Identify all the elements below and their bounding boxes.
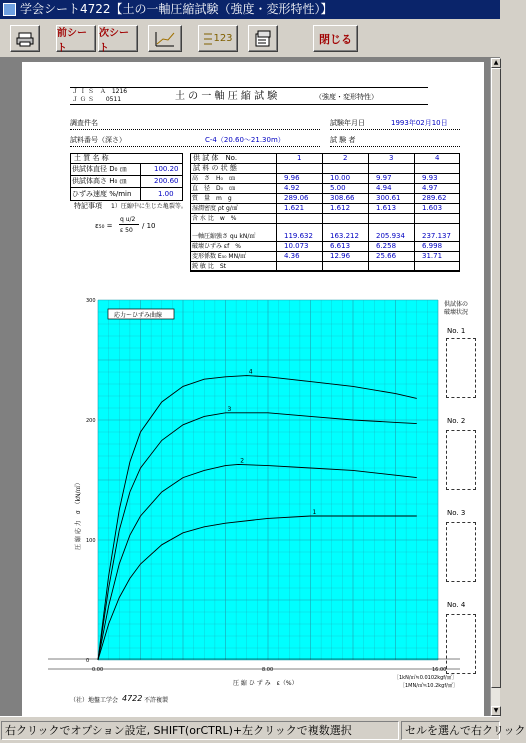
sheet-viewport: [0, 58, 490, 716]
result-row-label: 高 さ H₀ ㎝: [192, 175, 235, 182]
special-label: 特記事項: [74, 202, 102, 210]
series-label: 3: [227, 405, 232, 413]
toolbar: [0, 19, 500, 58]
form-icon: [254, 30, 272, 48]
result-cell: 4.92: [284, 184, 300, 192]
side-no-label: No. 2: [447, 417, 466, 425]
fracture-sketch-box: [446, 430, 476, 490]
close-label: 閉じる: [319, 32, 352, 46]
series-label: 2: [240, 457, 245, 465]
grid-button[interactable]: [198, 25, 238, 52]
line-graph-icon: [154, 30, 176, 48]
window-title: 学会シート4722【土の一軸圧縮試験（強度・変形特性）】: [20, 2, 333, 16]
result-cell: 4.94: [376, 184, 392, 192]
result-row-label: 一軸圧縮強さ qu kN/㎡: [192, 233, 256, 240]
prev-sheet-button[interactable]: [56, 25, 96, 52]
result-cell: 9.96: [284, 174, 300, 182]
result-cell: 10.073: [284, 242, 309, 250]
result-cell: 6.613: [330, 242, 351, 250]
result-cell: 1.603: [422, 204, 443, 212]
test-date-value: 1993年02月10日: [391, 119, 448, 127]
x-tick-label: 8.00: [262, 667, 274, 673]
prop-value: 200.60: [154, 177, 179, 185]
sheet-subtitle: （強度・変形特性）: [315, 93, 378, 101]
result-cell: 237.137: [422, 232, 451, 240]
col-number: 2: [343, 154, 348, 162]
result-row-label: 直 径 D₀ ㎝: [192, 185, 236, 192]
formula-denominator: ε 50: [120, 227, 133, 234]
result-cell: 6.258: [376, 242, 397, 250]
footer-suffix: 不許複製: [144, 697, 169, 704]
window-titlebar: [0, 0, 500, 19]
result-cell: 289.62: [422, 194, 447, 202]
scroll-down-icon[interactable]: ▼: [491, 706, 501, 716]
result-cell: 1.612: [330, 204, 351, 212]
tester-line: [330, 146, 460, 147]
result-cell: 6.998: [422, 242, 443, 250]
result-cell: 1.613: [376, 204, 397, 212]
result-cell: 4.97: [422, 184, 438, 192]
next-sheet-button[interactable]: [98, 25, 138, 52]
side-no-label: No. 1: [447, 327, 466, 335]
result-row-label: 含 水 比 w %: [192, 215, 237, 222]
side-header-1: 供試体の: [444, 301, 469, 308]
next-sheet-label: 次シート: [99, 27, 129, 54]
result-cell: 4.36: [284, 252, 300, 260]
y-tick-label: 300: [86, 298, 96, 304]
result-cell: 308.66: [330, 194, 355, 202]
result-cell: 25.66: [376, 252, 397, 260]
result-cell: 31.71: [422, 252, 443, 260]
grid-icon: [203, 32, 213, 46]
result-cell: 1.621: [284, 204, 305, 212]
test-date-line: [330, 129, 460, 130]
result-cell: 10.00: [330, 174, 351, 182]
prop-label: 供試体高さ H₀ ㎝: [72, 177, 127, 185]
prop-label: 供試体直径 D₀ ㎝: [72, 165, 127, 173]
result-cell: 5.00: [330, 184, 346, 192]
x-tick-label: 0.00: [92, 667, 104, 673]
grid-label: 123: [213, 33, 233, 44]
formula-numerator: q u/2: [120, 216, 136, 223]
result-cell: 9.93: [422, 174, 438, 182]
chart-legend-label: 応力ーひずみ曲線: [114, 312, 163, 319]
scroll-up-icon[interactable]: ▲: [491, 58, 501, 68]
y-tick-label: 100: [86, 538, 96, 544]
vertical-scrollbar[interactable]: [490, 58, 500, 716]
prop-label: ひずみ速度 %/min: [72, 190, 132, 198]
col-specimen-label: 供 試 体 No.: [193, 154, 238, 162]
sheet-title: 土 の 一 軸 圧 縮 試 験: [175, 91, 278, 102]
jis-line-1: Ｊ Ｉ Ｓ Ａ 1216: [72, 88, 128, 95]
tester-label: 試 験 者: [330, 136, 356, 144]
result-cell: 205.934: [376, 232, 405, 240]
formula-lhs: ε₅₀ =: [95, 222, 113, 230]
col-number: 3: [389, 154, 394, 162]
report-sheet: [22, 62, 484, 716]
survey-name-label: 調査件名: [70, 119, 98, 127]
col-state-label: 試 料 の 状 態: [193, 164, 237, 172]
result-cell: 289.06: [284, 194, 309, 202]
stress-strain-chart: [22, 292, 484, 712]
form-button[interactable]: [248, 25, 278, 52]
fracture-sketch-box: [446, 522, 476, 582]
fracture-sketch-box: [446, 338, 476, 398]
unit-note-1: ［1kN/㎡≒0.0102kgf/㎠］: [394, 675, 457, 681]
special-text: 1）圧縮中に生じた亀裂等。: [111, 203, 187, 210]
prop-value: 1.00: [158, 190, 174, 198]
status-right: セルを選んで右クリック: [401, 721, 500, 740]
status-bar: [0, 716, 526, 743]
x-axis-label: 圧 縮 ひ ず み ε（%）: [233, 680, 298, 687]
prop-value: 100.20: [154, 165, 179, 173]
app-icon: [3, 3, 16, 16]
sample-value: C-4（20.60～21.30m）: [205, 136, 285, 144]
fracture-sketch-box: [446, 614, 476, 674]
side-no-label: No. 4: [447, 601, 466, 609]
side-header-2: 破壊状況: [444, 309, 469, 316]
printer-icon: [16, 31, 34, 47]
result-row-label: 湿潤密度 ρt g/㎤: [192, 205, 238, 212]
result-cell: 300.61: [376, 194, 401, 202]
series-label: 4: [248, 368, 253, 376]
survey-name-line: [70, 129, 320, 130]
result-cell: 9.97: [376, 174, 392, 182]
status-hint: 右クリックでオプション設定, SHIFT(orCTRL)+左クリックで複数選択: [1, 721, 399, 740]
result-cell: 163.212: [330, 232, 359, 240]
result-row-label: 破壊ひずみ εf %: [192, 243, 241, 250]
y-axis-label: 圧 縮 応 力 σ （kN/㎡）: [75, 479, 82, 550]
y-tick-label: 200: [86, 418, 96, 424]
print-button[interactable]: [10, 25, 40, 52]
test-date-label: 試験年月日: [330, 119, 365, 127]
result-row-label: 鋭 敏 比 St: [192, 263, 226, 270]
col-number: 1: [297, 154, 302, 162]
result-cell: 12.96: [330, 252, 351, 260]
side-no-label: No. 3: [447, 509, 466, 517]
scroll-thumb[interactable]: [491, 68, 501, 688]
result-row-label: 変形係数 E₅₀ MN/㎡: [192, 253, 247, 260]
sample-label: 試料番号（深さ）: [70, 136, 126, 144]
series-label: 1: [312, 509, 317, 516]
footer-number: 4722: [122, 694, 143, 703]
col-number: 4: [435, 154, 440, 162]
result-row-label: 質 量 m g: [192, 195, 232, 202]
prev-sheet-label: 前シート: [57, 27, 87, 54]
graph-button[interactable]: [148, 25, 182, 52]
formula-tail: / 10: [142, 222, 156, 230]
close-button[interactable]: [313, 25, 358, 52]
footer-org: （社）地盤工学会: [70, 697, 119, 704]
soil-name-label: 土 質 名 称: [74, 154, 109, 162]
y-tick-label: 0: [86, 658, 90, 664]
jis-line-2: Ｊ Ｇ Ｓ 0511: [72, 96, 122, 103]
result-cell: 119.632: [284, 232, 313, 240]
unit-note-2: ［1MN/㎡≒10.2kgf/㎠］: [400, 683, 458, 689]
sample-line: [70, 146, 320, 147]
x-tick-label: 16.00: [432, 667, 447, 673]
